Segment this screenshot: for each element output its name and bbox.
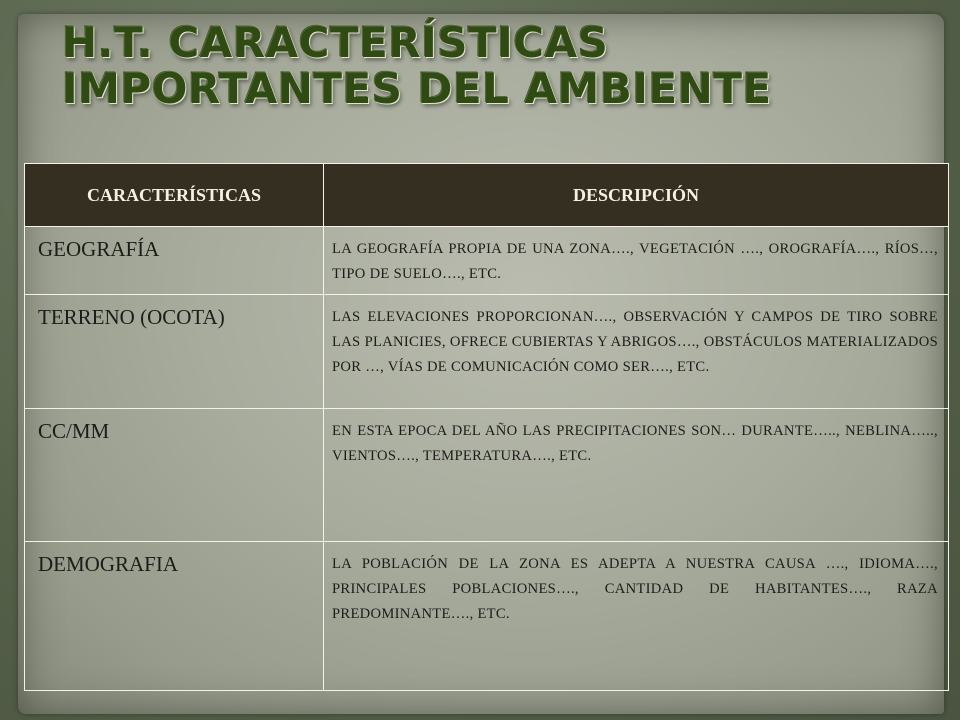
characteristics-table	[24, 163, 949, 691]
slide-title-line-2: IMPORTANTES DEL AMBIENTE	[62, 64, 772, 113]
table-row	[25, 542, 949, 691]
feature-cell: TERRENO (OCOTA)	[25, 295, 324, 409]
table-row	[25, 409, 949, 542]
table-row	[25, 295, 949, 409]
description-cell: LA POBLACIÓN DE LA ZONA ES ADEPTA A NUESTRA CAUSA …., IDIOMA…., PRINCIPALES POBLACIONES…., CANTIDAD DE HABITANTES…., RAZA PREDOMINANTE…., ETC.	[324, 542, 949, 691]
slide-title-line-1: H.T. CARACTERÍSTICAS	[62, 18, 609, 67]
slide-title	[62, 20, 922, 112]
column-header-characteristics: CARACTERÍSTICAS	[25, 164, 324, 227]
table-row	[25, 227, 949, 295]
description-cell: EN ESTA EPOCA DEL AÑO LAS PRECIPITACIONES SON… DURANTE….., NEBLINA….., VIENTOS…., TEMPERATURA…., ETC.	[324, 409, 949, 542]
description-cell: LAS ELEVACIONES PROPORCIONAN…., OBSERVACIÓN Y CAMPOS DE TIRO SOBRE LAS PLANICIES, OFRECE CUBIERTAS Y ABRIGOS…., OBSTÁCULOS MATERIALIZADOS POR …, VÍAS DE COMUNICACIÓN COMO SER…., ETC.	[324, 295, 949, 409]
column-header-description: DESCRIPCIÓN	[324, 164, 949, 227]
table-header-row	[25, 164, 949, 227]
feature-cell: GEOGRAFÍA	[25, 227, 324, 295]
feature-cell: DEMOGRAFIA	[25, 542, 324, 691]
feature-cell: CC/MM	[25, 409, 324, 542]
description-cell: LA GEOGRAFÍA PROPIA DE UNA ZONA…., VEGETACIÓN …., OROGRAFÍA…., RÍOS…, TIPO DE SUELO…., ETC.	[324, 227, 949, 295]
